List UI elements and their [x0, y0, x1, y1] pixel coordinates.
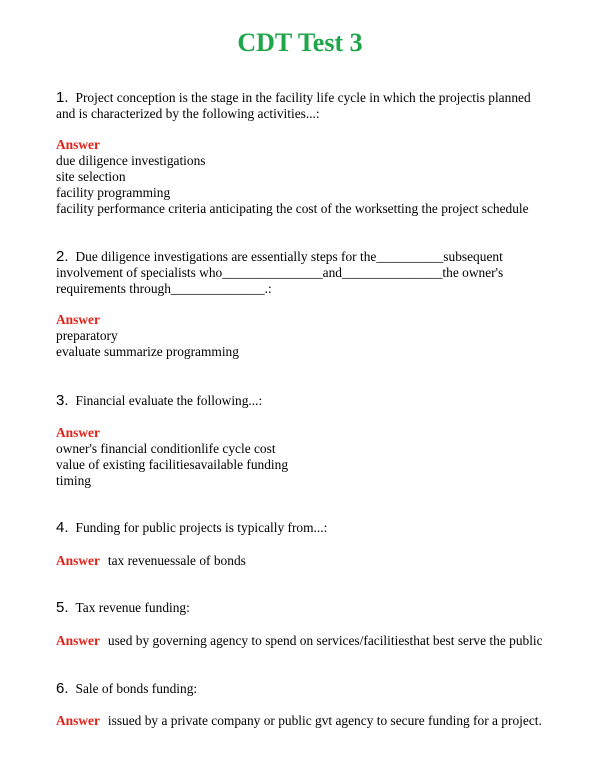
question-4-number: 4.: [56, 519, 69, 536]
question-6-line-1: 6. Sale of bonds funding:: [56, 680, 198, 697]
question-3-line-1: 3. Financial evaluate the following...:: [56, 392, 263, 409]
answer-3-line-1: owner's financial conditionlife cycle cost: [56, 441, 276, 456]
answer-3-line-3: timing: [56, 473, 91, 488]
answer-1-label: Answer: [56, 137, 100, 152]
question-4: [56, 520, 586, 536]
question-5-line-1: 5. Tax revenue funding:: [56, 599, 190, 616]
question-1-number: 1.: [56, 89, 69, 106]
answer-2-label: Answer: [56, 312, 100, 327]
answer-2: [56, 312, 586, 360]
answer-1-line-2: site selection: [56, 169, 126, 184]
answer-4-text: tax revenuessale of bonds: [107, 553, 246, 568]
answer-6-label: Answer: [56, 713, 100, 728]
question-5-number: 5.: [56, 599, 69, 616]
answer-5-label: Answer: [56, 633, 100, 648]
answer-3: [56, 425, 586, 489]
answer-5-text: used by governing agency to spend on services/facilitiesthat best serve the public: [107, 633, 543, 648]
answer-5: [56, 633, 586, 649]
question-3-number: 3.: [56, 392, 69, 409]
page-title: CDT Test 3: [237, 28, 363, 57]
answer-1-line-4: facility performance criteria anticipating the cost of the worksetting the project schedule: [56, 201, 529, 216]
question-1-line-1: 1. Project conception is the stage in the facility life cycle in which the projectis planned: [56, 89, 531, 106]
answer-1-line-3: facility programming: [56, 185, 171, 200]
answer-4-label: Answer: [56, 553, 100, 568]
answer-1: [56, 137, 586, 217]
question-3: [56, 393, 586, 409]
question-5: [56, 600, 586, 616]
question-2-line-1: 2. Due diligence investigations are essentially steps for the__________subsequent: [56, 248, 503, 265]
answer-6-text: issued by a private company or public gvt agency to secure funding for a project.: [107, 713, 542, 728]
question-1-line-2: and is characterized by the following activities...:: [56, 106, 320, 121]
question-1: [56, 90, 586, 122]
answer-4: [56, 553, 586, 569]
answer-3-line-2: value of existing facilitiesavailable funding: [56, 457, 289, 472]
answer-6: [56, 713, 586, 729]
question-6-number: 6.: [56, 680, 69, 697]
answer-1-line-1: due diligence investigations: [56, 153, 206, 168]
answer-3-label: Answer: [56, 425, 100, 440]
question-2-line-3: requirements through______________.:: [56, 281, 272, 296]
answer-2-line-1: preparatory: [56, 328, 118, 343]
answer-2-line-2: evaluate summarize programming: [56, 344, 239, 359]
question-6: [56, 681, 586, 697]
question-2-line-2: involvement of specialists who_______________and_______________the owner's: [56, 265, 504, 280]
question-4-line-1: 4. Funding for public projects is typically from...:: [56, 519, 328, 536]
question-2-number: 2.: [56, 248, 69, 265]
question-2: [56, 249, 586, 297]
